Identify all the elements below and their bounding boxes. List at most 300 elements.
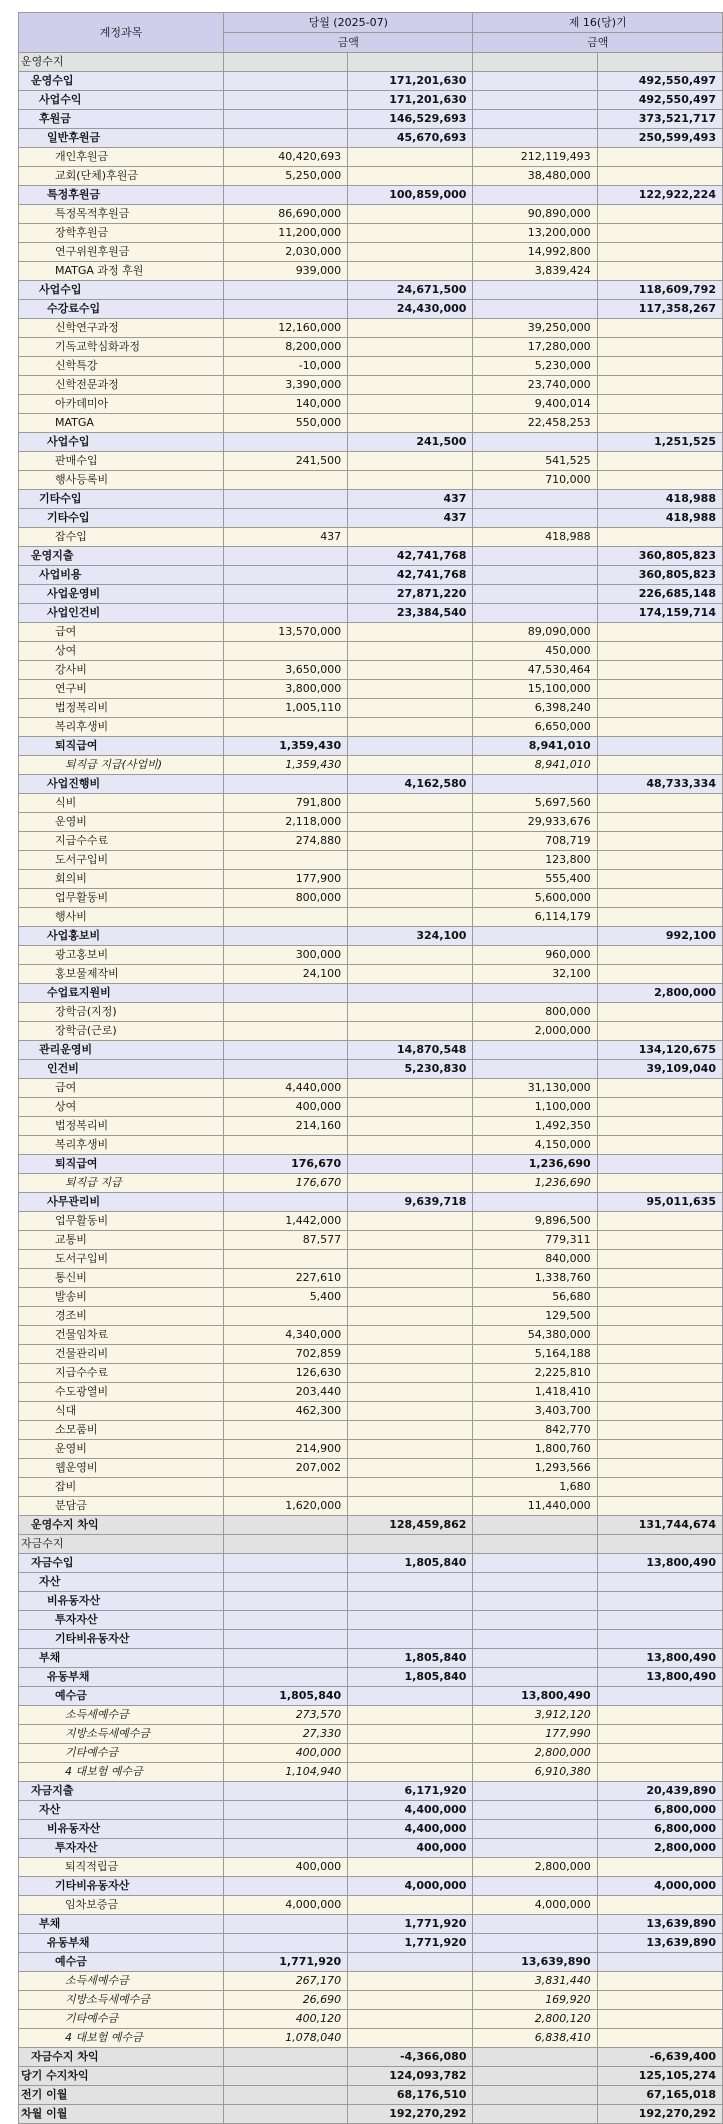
amount-cell: 1,680: [473, 1478, 597, 1497]
amount-cell: [348, 1402, 473, 1421]
amount-cell: [597, 1307, 722, 1326]
amount-cell: [597, 699, 722, 718]
account-name-cell: 통신비: [19, 1269, 224, 1288]
amount-cell: [223, 110, 347, 129]
account-name-cell: 예수금: [19, 1687, 224, 1706]
amount-cell: 90,890,000: [473, 205, 597, 224]
table-row: [19, 832, 723, 851]
amount-cell: [223, 2086, 347, 2105]
amount-cell: 13,639,890: [473, 1953, 597, 1972]
account-name-cell: 운영수입: [19, 72, 224, 91]
amount-cell: 171,201,630: [348, 72, 473, 91]
table-row: [19, 1326, 723, 1345]
amount-cell: [348, 1250, 473, 1269]
amount-cell: 555,400: [473, 870, 597, 889]
amount-cell: [597, 471, 722, 490]
amount-cell: [597, 1896, 722, 1915]
amount-cell: 87,577: [223, 1231, 347, 1250]
amount-cell: [223, 1554, 347, 1573]
amount-cell: [223, 509, 347, 528]
amount-cell: [473, 927, 597, 946]
amount-cell: 241,500: [223, 452, 347, 471]
account-name-cell: 소득세예수금: [19, 1972, 224, 1991]
amount-cell: [597, 946, 722, 965]
table-row: [19, 1991, 723, 2010]
amount-cell: [348, 1326, 473, 1345]
account-name-cell: 홍보물제작비: [19, 965, 224, 984]
amount-cell: [348, 1383, 473, 1402]
amount-cell: [473, 1193, 597, 1212]
amount-cell: 124,093,782: [348, 2067, 473, 2086]
amount-cell: 1,100,000: [473, 1098, 597, 1117]
amount-cell: 4,000,000: [597, 1877, 722, 1896]
amount-cell: [348, 1440, 473, 1459]
table-row: [19, 471, 723, 490]
table-row: [19, 965, 723, 984]
amount-cell: 24,100: [223, 965, 347, 984]
table-row: [19, 1060, 723, 1079]
amount-cell: [223, 585, 347, 604]
amount-cell: 140,000: [223, 395, 347, 414]
amount-cell: 89,090,000: [473, 623, 597, 642]
amount-cell: [348, 889, 473, 908]
amount-cell: [348, 2010, 473, 2029]
account-name-cell: 잡비: [19, 1478, 224, 1497]
amount-cell: 126,630: [223, 1364, 347, 1383]
account-name-cell: 교회(단체)후원금: [19, 167, 224, 186]
account-name-cell: 연구위원후원금: [19, 243, 224, 262]
amount-cell: [223, 1136, 347, 1155]
amount-cell: [473, 186, 597, 205]
table-row: [19, 1269, 723, 1288]
table-row: [19, 1307, 723, 1326]
table-row: [19, 186, 723, 205]
table-row: [19, 1250, 723, 1269]
table-row: [19, 91, 723, 110]
amount-cell: [597, 1212, 722, 1231]
amount-cell: [597, 1136, 722, 1155]
amount-cell: 360,805,823: [597, 566, 722, 585]
account-name-cell: 예수금: [19, 1953, 224, 1972]
amount-cell: [348, 1478, 473, 1497]
account-name-cell: 기타비유동자산: [19, 1877, 224, 1896]
amount-cell: [597, 1611, 722, 1630]
amount-cell: [597, 642, 722, 661]
amount-cell: [473, 1934, 597, 1953]
table-row: [19, 984, 723, 1003]
amount-cell: [223, 1801, 347, 1820]
amount-cell: [223, 1250, 347, 1269]
account-name-cell: 퇴직급여: [19, 1155, 224, 1174]
ledger-body: [19, 53, 723, 2124]
amount-cell: 6,800,000: [597, 1820, 722, 1839]
account-name-cell: 사업수입: [19, 433, 224, 452]
account-name-cell: 사업인건비: [19, 604, 224, 623]
account-name-cell: 경조비: [19, 1307, 224, 1326]
amount-cell: [597, 1117, 722, 1136]
table-row: [19, 623, 723, 642]
table-row: [19, 452, 723, 471]
amount-cell: [223, 1003, 347, 1022]
amount-cell: 176,670: [223, 1174, 347, 1193]
amount-cell: [348, 1212, 473, 1231]
amount-cell: 6,910,380: [473, 1763, 597, 1782]
amount-cell: [597, 414, 722, 433]
amount-cell: 6,398,240: [473, 699, 597, 718]
account-name-cell: 임차보증금: [19, 1896, 224, 1915]
amount-cell: [597, 1402, 722, 1421]
amount-cell: 100,859,000: [348, 186, 473, 205]
amount-cell: 11,440,000: [473, 1497, 597, 1516]
account-name-cell: 운영비: [19, 1440, 224, 1459]
amount-cell: 13,200,000: [473, 224, 597, 243]
amount-cell: [348, 471, 473, 490]
account-name-cell: 후원금: [19, 110, 224, 129]
amount-cell: [348, 1592, 473, 1611]
amount-cell: [348, 1630, 473, 1649]
account-name-cell: 특정목적후원금: [19, 205, 224, 224]
account-name-cell: 투자자산: [19, 1611, 224, 1630]
table-row: [19, 1972, 723, 1991]
amount-cell: [597, 1022, 722, 1041]
amount-cell: 779,311: [473, 1231, 597, 1250]
amount-cell: 462,300: [223, 1402, 347, 1421]
amount-cell: [473, 1573, 597, 1592]
amount-cell: 2,800,000: [597, 984, 722, 1003]
amount-cell: 32,100: [473, 965, 597, 984]
account-name-cell: 복리후생비: [19, 1136, 224, 1155]
table-row: [19, 1003, 723, 1022]
amount-cell: [348, 1117, 473, 1136]
total-period-header: 제 16(당)기: [473, 13, 723, 33]
table-row: [19, 262, 723, 281]
amount-cell: [597, 1421, 722, 1440]
amount-cell: 27,330: [223, 1725, 347, 1744]
amount-cell: [597, 1497, 722, 1516]
account-name-cell: 자산: [19, 1573, 224, 1592]
amount-cell: [348, 1231, 473, 1250]
account-name-cell: 소득세예수금: [19, 1706, 224, 1725]
amount-cell: [348, 908, 473, 927]
amount-cell: 1,771,920: [223, 1953, 347, 1972]
table-row: [19, 1649, 723, 1668]
amount-cell: 177,900: [223, 870, 347, 889]
amount-cell: 3,839,424: [473, 262, 597, 281]
table-row: [19, 1611, 723, 1630]
table-row: [19, 53, 723, 72]
amount-cell: [348, 224, 473, 243]
amount-cell: [348, 528, 473, 547]
table-row: [19, 528, 723, 547]
amount-cell: 418,988: [597, 490, 722, 509]
total-amount-header: 금액: [473, 33, 723, 53]
amount-cell: [473, 1516, 597, 1535]
account-name-cell: 강사비: [19, 661, 224, 680]
table-row: [19, 2048, 723, 2067]
amount-cell: 13,639,890: [597, 1915, 722, 1934]
amount-cell: [473, 1041, 597, 1060]
amount-cell: [223, 1877, 347, 1896]
account-name-cell: MATGA: [19, 414, 224, 433]
amount-cell: 9,639,718: [348, 1193, 473, 1212]
amount-cell: 1,418,410: [473, 1383, 597, 1402]
amount-cell: [348, 376, 473, 395]
amount-cell: 1,492,350: [473, 1117, 597, 1136]
amount-cell: 118,609,792: [597, 281, 722, 300]
amount-cell: 4,000,000: [223, 1896, 347, 1915]
amount-cell: 4,000,000: [348, 1877, 473, 1896]
table-row: [19, 1953, 723, 1972]
table-row: [19, 1630, 723, 1649]
amount-cell: [223, 1668, 347, 1687]
amount-cell: [348, 946, 473, 965]
table-row: [19, 1687, 723, 1706]
amount-cell: [597, 1991, 722, 2010]
amount-cell: 207,002: [223, 1459, 347, 1478]
table-row: [19, 680, 723, 699]
amount-cell: [223, 300, 347, 319]
account-name-cell: 자산: [19, 1801, 224, 1820]
amount-cell: [597, 1440, 722, 1459]
table-row: [19, 395, 723, 414]
amount-cell: [348, 414, 473, 433]
amount-cell: 273,570: [223, 1706, 347, 1725]
table-row: [19, 1383, 723, 1402]
account-name-cell: 기독교학심화과정: [19, 338, 224, 357]
account-name-cell: 장학후원금: [19, 224, 224, 243]
amount-cell: 250,599,493: [597, 129, 722, 148]
amount-cell: [348, 1497, 473, 1516]
amount-cell: [348, 53, 473, 72]
amount-cell: 1,359,430: [223, 756, 347, 775]
account-name-cell: 관리운영비: [19, 1041, 224, 1060]
account-name-cell: 전기 이월: [19, 2086, 224, 2105]
account-header: 계정과목: [19, 13, 224, 53]
account-name-cell: 상여: [19, 1098, 224, 1117]
table-row: [19, 946, 723, 965]
amount-cell: [223, 851, 347, 870]
account-name-cell: 차월 이월: [19, 2105, 224, 2124]
amount-cell: [597, 1706, 722, 1725]
amount-cell: [223, 2105, 347, 2124]
amount-cell: [223, 186, 347, 205]
amount-cell: 791,800: [223, 794, 347, 813]
amount-cell: 400,000: [223, 1858, 347, 1877]
amount-cell: 4,400,000: [348, 1801, 473, 1820]
amount-cell: 3,912,120: [473, 1706, 597, 1725]
account-name-cell: 자금수지: [19, 1535, 224, 1554]
account-name-cell: 퇴직적립금: [19, 1858, 224, 1877]
current-period-header: 당월 (2025-07): [223, 13, 473, 33]
amount-cell: 146,529,693: [348, 110, 473, 129]
amount-cell: 3,390,000: [223, 376, 347, 395]
amount-cell: [223, 433, 347, 452]
table-row: [19, 414, 723, 433]
account-name-cell: 신학특강: [19, 357, 224, 376]
account-name-cell: 수강료수입: [19, 300, 224, 319]
amount-cell: 177,990: [473, 1725, 597, 1744]
amount-cell: 3,831,440: [473, 1972, 597, 1991]
amount-cell: [348, 680, 473, 699]
amount-cell: 800,000: [473, 1003, 597, 1022]
amount-cell: [223, 1934, 347, 1953]
amount-cell: [473, 509, 597, 528]
amount-cell: [597, 376, 722, 395]
account-name-cell: 업무활동비: [19, 889, 224, 908]
table-row: [19, 1839, 723, 1858]
table-row: [19, 1668, 723, 1687]
amount-cell: [473, 110, 597, 129]
amount-cell: [473, 1820, 597, 1839]
amount-cell: [473, 1060, 597, 1079]
table-row: [19, 1459, 723, 1478]
amount-cell: [597, 1744, 722, 1763]
account-name-cell: 비유동자산: [19, 1592, 224, 1611]
table-row: [19, 1364, 723, 1383]
amount-cell: [597, 1155, 722, 1174]
amount-cell: [348, 1744, 473, 1763]
account-name-cell: 기타예수금: [19, 2010, 224, 2029]
table-row: [19, 300, 723, 319]
amount-cell: 12,160,000: [223, 319, 347, 338]
amount-cell: [473, 604, 597, 623]
table-row: [19, 2029, 723, 2048]
account-name-cell: 운영수지 차익: [19, 1516, 224, 1535]
amount-cell: -6,639,400: [597, 2048, 722, 2067]
table-row: [19, 490, 723, 509]
amount-cell: 274,880: [223, 832, 347, 851]
amount-cell: 13,639,890: [597, 1934, 722, 1953]
amount-cell: [597, 1383, 722, 1402]
amount-cell: [597, 813, 722, 832]
table-row: [19, 1079, 723, 1098]
amount-cell: 6,114,179: [473, 908, 597, 927]
amount-cell: 15,100,000: [473, 680, 597, 699]
amount-cell: [473, 2086, 597, 2105]
amount-cell: 1,293,566: [473, 1459, 597, 1478]
amount-cell: [473, 547, 597, 566]
amount-cell: [597, 851, 722, 870]
amount-cell: [597, 1326, 722, 1345]
amount-cell: [348, 1858, 473, 1877]
table-row: [19, 357, 723, 376]
amount-cell: 13,800,490: [597, 1554, 722, 1573]
account-name-cell: 운영수지: [19, 53, 224, 72]
amount-cell: 241,500: [348, 433, 473, 452]
amount-cell: 2,225,810: [473, 1364, 597, 1383]
amount-cell: [597, 661, 722, 680]
amount-cell: 492,550,497: [597, 72, 722, 91]
account-name-cell: 기타수입: [19, 490, 224, 509]
amount-cell: [348, 1307, 473, 1326]
table-row: [19, 870, 723, 889]
account-name-cell: 웹운영비: [19, 1459, 224, 1478]
table-row: [19, 566, 723, 585]
amount-cell: [348, 794, 473, 813]
amount-cell: [348, 737, 473, 756]
amount-cell: 68,176,510: [348, 2086, 473, 2105]
amount-cell: [348, 851, 473, 870]
account-name-cell: 식비: [19, 794, 224, 813]
account-name-cell: 개인후원금: [19, 148, 224, 167]
table-row: [19, 756, 723, 775]
table-row: [19, 813, 723, 832]
table-row: [19, 1478, 723, 1497]
amount-cell: 960,000: [473, 946, 597, 965]
amount-cell: 400,000: [223, 1744, 347, 1763]
amount-cell: [473, 129, 597, 148]
amount-cell: 300,000: [223, 946, 347, 965]
table-row: [19, 72, 723, 91]
amount-cell: 418,988: [597, 509, 722, 528]
amount-cell: [473, 91, 597, 110]
amount-cell: [348, 262, 473, 281]
account-name-cell: 잡수입: [19, 528, 224, 547]
account-name-cell: 아카데미아: [19, 395, 224, 414]
account-name-cell: 퇴직급 지급(사업비): [19, 756, 224, 775]
amount-cell: [597, 1345, 722, 1364]
amount-cell: [597, 1269, 722, 1288]
amount-cell: [597, 2010, 722, 2029]
amount-cell: 4,000,000: [473, 1896, 597, 1915]
amount-cell: [348, 699, 473, 718]
table-row: [19, 319, 723, 338]
table-row: [19, 2067, 723, 2086]
amount-cell: [597, 1972, 722, 1991]
amount-cell: 38,480,000: [473, 167, 597, 186]
account-name-cell: 지방소득세예수금: [19, 1725, 224, 1744]
amount-cell: 13,800,490: [597, 1649, 722, 1668]
amount-cell: [223, 1022, 347, 1041]
amount-cell: 122,922,224: [597, 186, 722, 205]
amount-cell: 5,230,830: [348, 1060, 473, 1079]
account-name-cell: 건물임차료: [19, 1326, 224, 1345]
amount-cell: [348, 148, 473, 167]
amount-cell: 8,941,010: [473, 756, 597, 775]
amount-cell: [597, 1953, 722, 1972]
amount-cell: [348, 1972, 473, 1991]
amount-cell: 26,690: [223, 1991, 347, 2010]
account-name-cell: 퇴직급여: [19, 737, 224, 756]
table-row: [19, 129, 723, 148]
amount-cell: [473, 2105, 597, 2124]
amount-cell: [348, 1725, 473, 1744]
amount-cell: [597, 1763, 722, 1782]
amount-cell: [597, 737, 722, 756]
amount-cell: [223, 1915, 347, 1934]
amount-cell: 23,740,000: [473, 376, 597, 395]
account-name-cell: 자금수지 차익: [19, 2048, 224, 2067]
amount-cell: 939,000: [223, 262, 347, 281]
account-name-cell: 신학전문과정: [19, 376, 224, 395]
account-name-cell: MATGA 과정 후원: [19, 262, 224, 281]
amount-cell: [348, 1174, 473, 1193]
account-name-cell: 분담금: [19, 1497, 224, 1516]
amount-cell: 6,650,000: [473, 718, 597, 737]
amount-cell: [597, 1858, 722, 1877]
amount-cell: 1,805,840: [348, 1649, 473, 1668]
account-name-cell: 사업진행비: [19, 775, 224, 794]
table-row: [19, 1706, 723, 1725]
account-name-cell: 일반후원금: [19, 129, 224, 148]
amount-cell: [597, 167, 722, 186]
amount-cell: [223, 2048, 347, 2067]
table-row: [19, 1174, 723, 1193]
amount-cell: 1,771,920: [348, 1915, 473, 1934]
amount-cell: [223, 1611, 347, 1630]
amount-cell: [597, 1098, 722, 1117]
account-name-cell: 발송비: [19, 1288, 224, 1307]
